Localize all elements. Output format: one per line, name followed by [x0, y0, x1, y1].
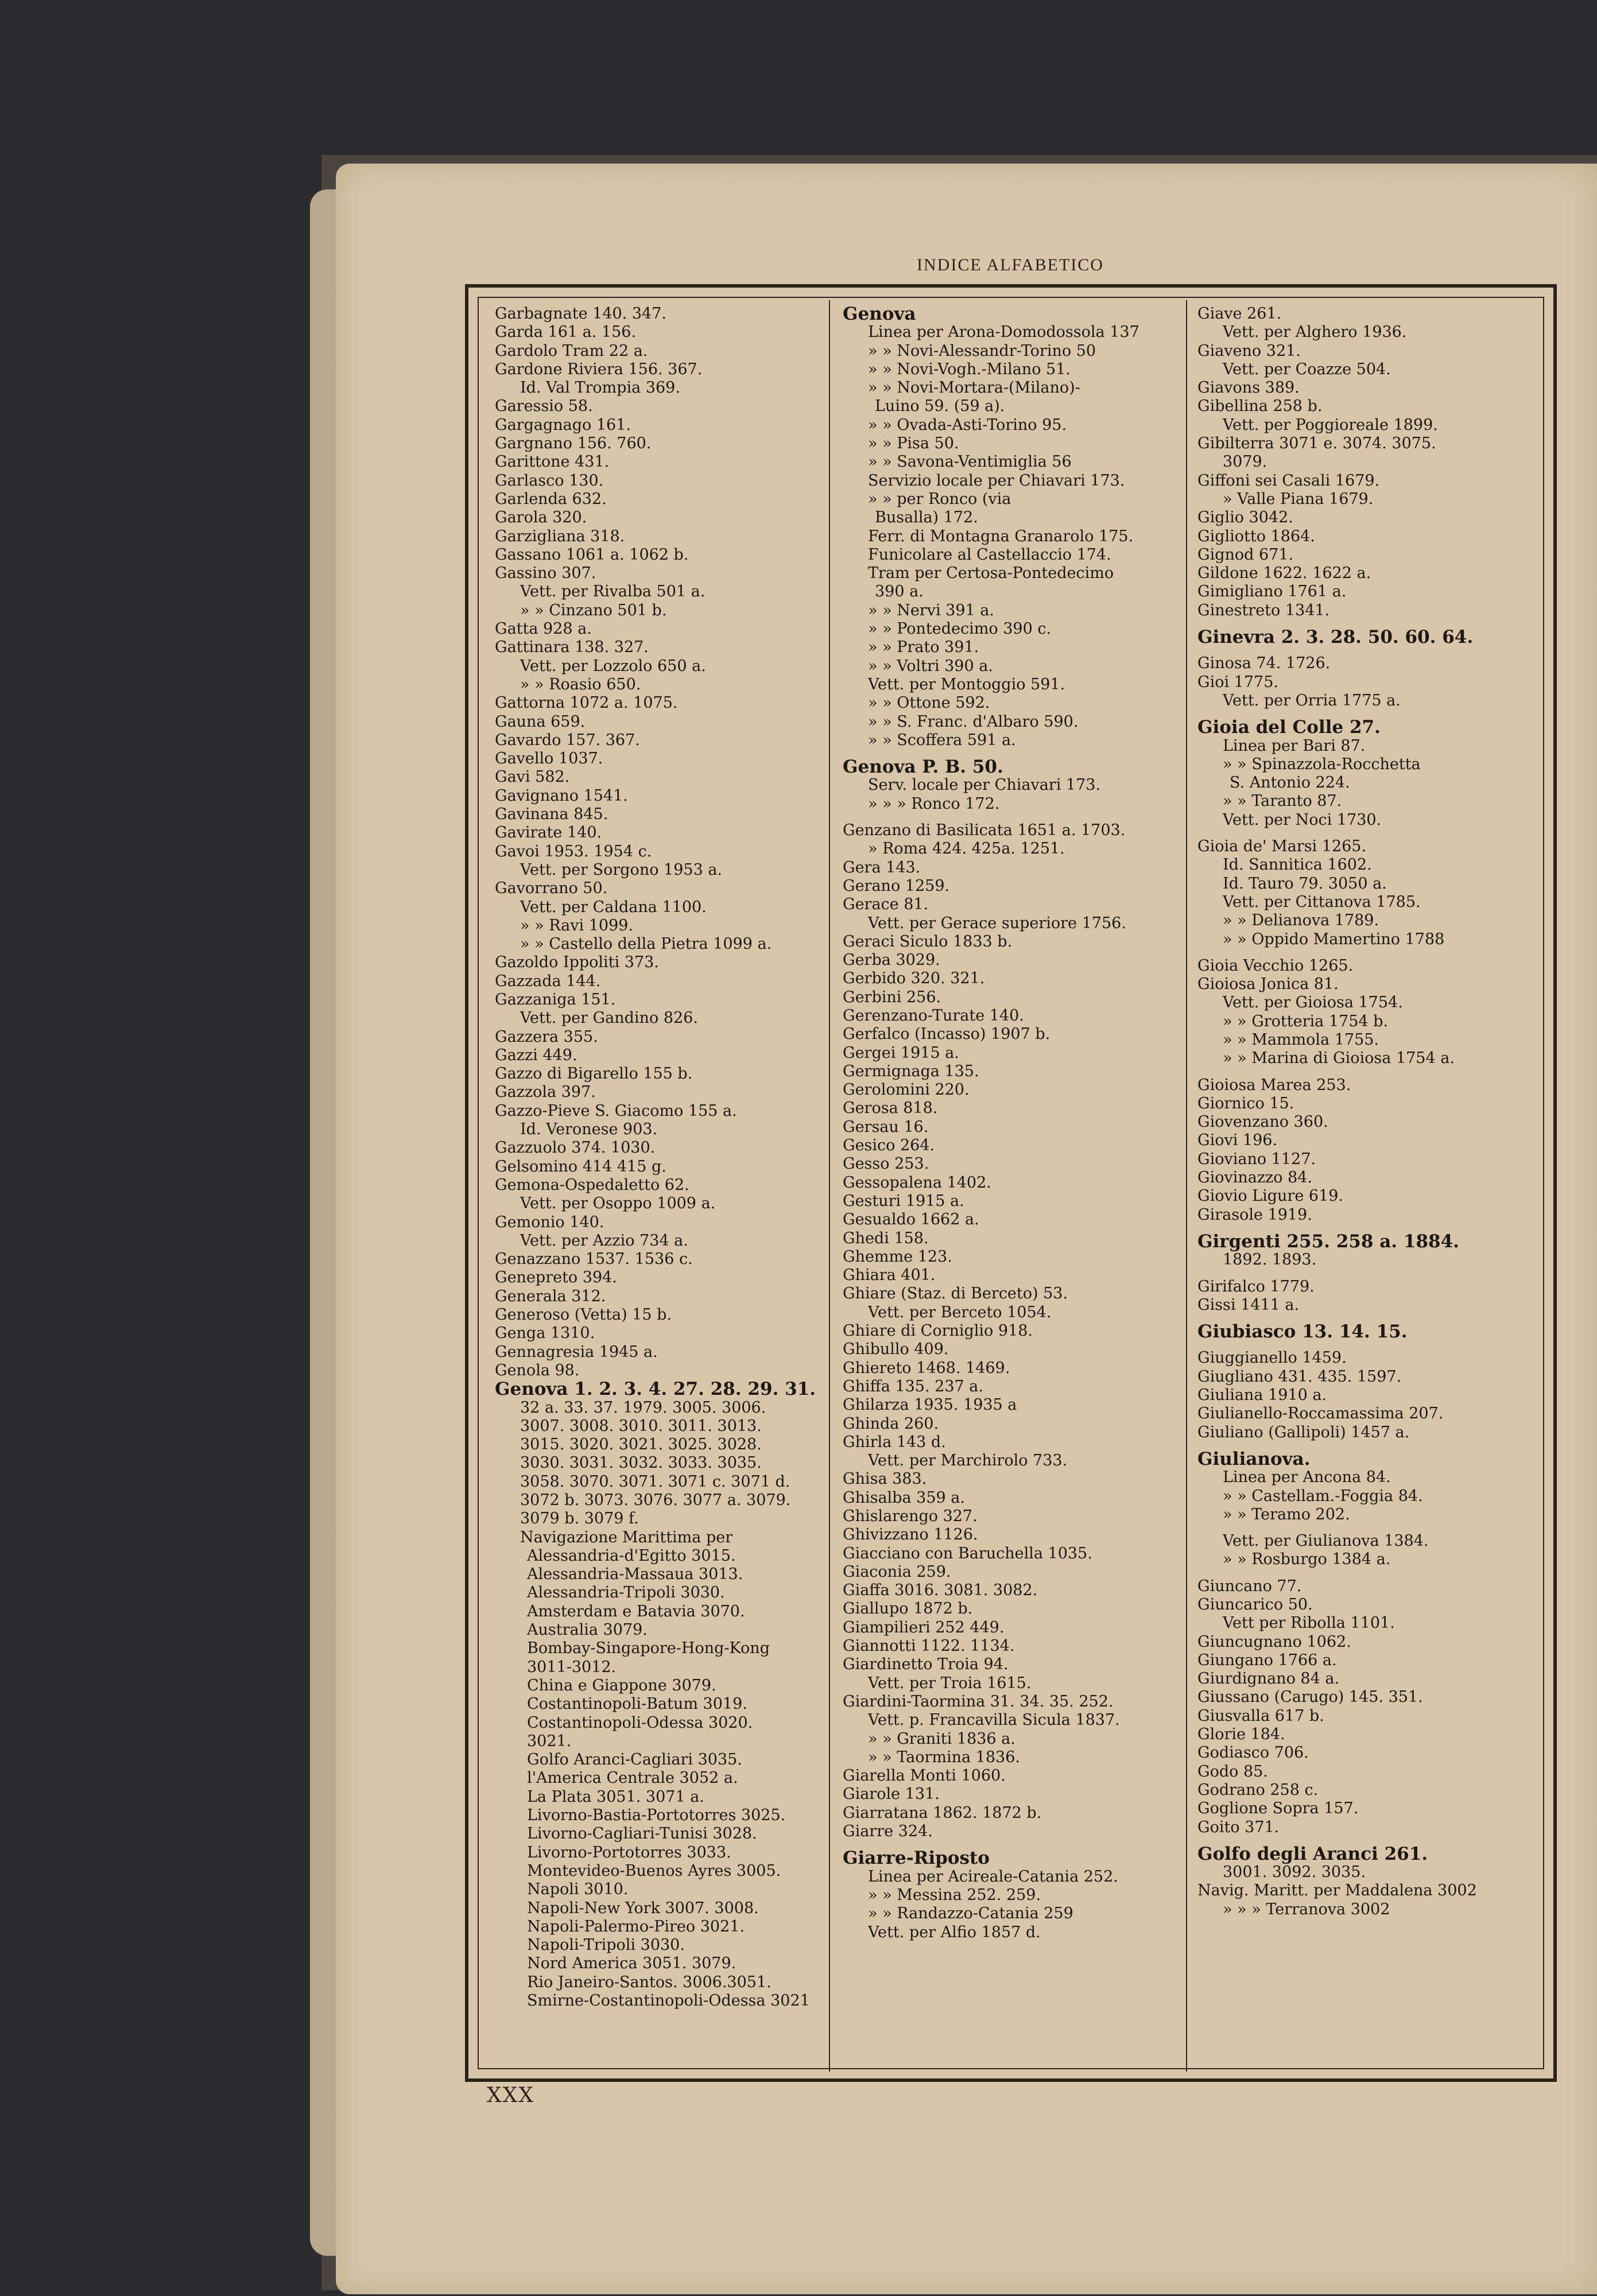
index-entry: Giardinetto Troia 94.	[843, 1655, 1009, 1674]
index-entry: 3021.	[527, 1732, 572, 1750]
index-entry: Gignod 671.	[1197, 545, 1294, 564]
index-entry: Giampilieri 252 449.	[843, 1618, 1005, 1636]
index-entry: » » Messina 252. 259.	[868, 1886, 1041, 1904]
index-entry: » » Voltri 390 a.	[868, 657, 993, 675]
index-entry: Linea per Arona-Domodossola 137	[868, 323, 1139, 342]
index-entry: Vett. per Marchirolo 733.	[868, 1452, 1068, 1470]
index-entry: Gerolomini 220.	[843, 1081, 970, 1099]
index-entry: Gattinara 138. 327.	[495, 638, 649, 657]
index-entry: Gesso 253.	[843, 1155, 929, 1173]
index-entry: Vett. per Berceto 1054.	[868, 1303, 1052, 1321]
index-entry: Genga 1310.	[495, 1324, 595, 1343]
index-entry: 3079 b. 3079 f.	[520, 1510, 639, 1528]
index-entry: Gazzera 355.	[495, 1027, 598, 1046]
index-entry: Ghinda 260.	[843, 1414, 939, 1433]
index-entry: l'America Centrale 3052 a.	[527, 1769, 738, 1787]
index-entry: Ghiare di Corniglio 918.	[843, 1322, 1033, 1340]
index-entry: Giornico 15.	[1197, 1094, 1294, 1112]
index-entry: Gatta 928 a.	[495, 620, 592, 638]
index-entry: » » S. Franc. d'Albaro 590.	[868, 712, 1079, 731]
index-entry: Glorie 184.	[1197, 1725, 1285, 1744]
index-entry: » » Pontedecimo 390 c.	[868, 620, 1052, 638]
index-entry: Gazzaniga 151.	[495, 990, 616, 1009]
index-entry: Gesualdo 1662 a.	[843, 1211, 979, 1229]
index-entry: » » Rosburgo 1384 a.	[1223, 1550, 1391, 1569]
index-entry: Garzigliana 318.	[495, 527, 625, 545]
index-entry: Godo 85.	[1197, 1762, 1268, 1781]
index-entry: Costantinopoli-Odessa 3020.	[527, 1713, 753, 1732]
index-entry: Busalla) 172.	[875, 509, 978, 527]
index-entry: Garlenda 632.	[495, 490, 607, 508]
index-entry: Vett. per Orria 1775 a.	[1223, 691, 1401, 709]
index-entry: Vett. per Montoggio 591.	[868, 675, 1065, 693]
index-entry: Ghedi 158.	[843, 1229, 929, 1247]
index-column-1	[495, 305, 816, 2067]
index-entry: 3079.	[1223, 453, 1267, 471]
index-entry: Vett. per Alfio 1857 d.	[868, 1923, 1041, 1941]
index-entry: » » Roasio 650.	[520, 675, 641, 693]
index-entry: Vett. per Azzio 734 a.	[520, 1231, 688, 1250]
index-entry: 3001. 3092. 3035.	[1223, 1863, 1366, 1882]
index-entry: Gardolo Tram 22 a.	[495, 342, 648, 360]
index-entry: Generala 312.	[495, 1287, 606, 1305]
index-entry: Goito 371.	[1197, 1818, 1280, 1836]
index-entry: Gersau 16.	[843, 1118, 929, 1136]
index-entry: Gattorna 1072 a. 1075.	[495, 694, 678, 712]
index-entry: Germignaga 135.	[843, 1062, 979, 1080]
index-entry: Gimigliano 1761 a.	[1197, 583, 1347, 601]
index-entry: » » Graniti 1836 a.	[868, 1729, 1015, 1748]
index-entry: Vett. per Giulianova 1384.	[1223, 1532, 1429, 1550]
column-divider-2	[1186, 300, 1187, 2072]
index-entry: 3007. 3008. 3010. 3011. 3013.	[520, 1417, 762, 1435]
index-entry: Linea per Ancona 84.	[1223, 1468, 1391, 1487]
index-entry: Giardini-Taormina 31. 34. 35. 252.	[843, 1692, 1114, 1711]
index-entry: Gazzada 144.	[495, 972, 601, 990]
index-entry: Alessandria-d'Egitto 3015.	[527, 1546, 736, 1565]
index-entry: Gargagnago 161.	[495, 416, 631, 434]
index-entry: » » Savona-Ventimiglia 56	[868, 453, 1072, 471]
index-entry: Genova 1. 2. 3. 4. 27. 28. 29. 31.	[495, 1379, 816, 1400]
index-entry: Giavons 389.	[1197, 379, 1300, 397]
index-entry: Id. Veronese 903.	[520, 1120, 658, 1139]
index-entry: » Valle Piana 1679.	[1223, 490, 1374, 508]
index-entry: Geraci Siculo 1833 b.	[843, 932, 1013, 951]
index-entry: Vett. per Gandino 826.	[520, 1009, 698, 1027]
index-entry: 3058. 3070. 3071. 3071 c. 3071 d.	[520, 1472, 790, 1491]
index-entry: Genzano di Basilicata 1651 a. 1703.	[843, 821, 1126, 840]
index-entry: Gavi 582.	[495, 768, 570, 786]
index-entry: Giurdignano 84 a.	[1197, 1670, 1340, 1688]
index-entry: Ginestreto 1341.	[1197, 601, 1330, 619]
index-entry: Gera 143.	[843, 858, 921, 876]
index-entry: S. Antonio 224.	[1230, 774, 1350, 792]
index-entry: » » Ottone 592.	[868, 694, 990, 712]
index-entry: 3011-3012.	[527, 1658, 617, 1676]
index-entry: » » Spinazzola-Rocchetta	[1223, 755, 1421, 773]
index-entry: Gesico 264.	[843, 1137, 935, 1155]
index-entry: Gioia de' Marsi 1265.	[1197, 837, 1367, 856]
index-entry: Ghislarengo 327.	[843, 1507, 978, 1525]
index-entry: Vett. per Lozzolo 650 a.	[520, 657, 706, 675]
index-entry: China e Giappone 3079.	[527, 1676, 716, 1694]
index-entry: Gardone Riviera 156. 367.	[495, 360, 703, 378]
index-entry: Giaveno 321.	[1197, 342, 1301, 360]
index-entry: » » Novi-Mortara-(Milano)-	[868, 379, 1080, 397]
index-entry: Ginevra 2. 3. 28. 50. 60. 64.	[1197, 627, 1474, 648]
index-entry: Godiasco 706.	[1197, 1744, 1309, 1762]
index-entry: Id. Val Trompia 369.	[520, 379, 680, 397]
index-entry: Nord America 3051. 3079.	[527, 1954, 737, 1973]
index-entry: Gazoldo Ippoliti 373.	[495, 953, 659, 972]
index-entry: Giuliano (Gallipoli) 1457 a.	[1197, 1423, 1410, 1441]
index-entry: Genepreto 394.	[495, 1269, 617, 1287]
index-entry: Alessandria-Tripoli 3030.	[527, 1584, 725, 1602]
index-entry: Rio Janeiro-Santos. 3006.3051.	[527, 1973, 772, 1991]
index-entry: » » Scoffera 591 a.	[868, 731, 1016, 749]
index-entry: Navigazione Marittima per	[520, 1528, 733, 1546]
index-entry: Napoli-Palermo-Pireo 3021.	[527, 1917, 745, 1936]
index-entry: » » Novi-Vogh.-Milano 51.	[868, 360, 1071, 378]
index-entry: Gavoi 1953. 1954 c.	[495, 842, 652, 860]
index-entry: Vett. p. Francavilla Sicula 1837.	[868, 1711, 1120, 1729]
column-divider-1	[829, 300, 830, 2072]
index-entry: » » Delianova 1789.	[1223, 912, 1379, 930]
index-entry: 3072 b. 3073. 3076. 3077 a. 3079.	[520, 1491, 791, 1509]
index-entry: Garessio 58.	[495, 397, 593, 416]
index-entry: Godrano 258 c.	[1197, 1781, 1319, 1799]
index-entry: » » » Terranova 3002	[1223, 1900, 1390, 1918]
index-entry: » » Marina di Gioiosa 1754 a.	[1223, 1049, 1455, 1068]
index-entry: Giarratana 1862. 1872 b.	[843, 1804, 1042, 1822]
index-entry: Gioiosa Jonica 81.	[1197, 975, 1339, 994]
index-entry: Gissi 1411 a.	[1197, 1296, 1300, 1314]
index-entry: Giannotti 1122. 1134.	[843, 1637, 1015, 1655]
index-entry: Giallupo 1872 b.	[843, 1600, 973, 1618]
index-entry: Costantinopoli-Batum 3019.	[527, 1695, 747, 1713]
index-entry: Gesturi 1915 a.	[843, 1192, 964, 1210]
index-entry: Giuncano 77.	[1197, 1577, 1302, 1595]
index-entry: » » Nervi 391 a.	[868, 601, 994, 619]
index-entry: Giave 261.	[1197, 305, 1282, 323]
index-entry: Linea per Bari 87.	[1223, 736, 1366, 755]
index-entry: Girasole 1919.	[1197, 1205, 1312, 1224]
index-entry: Ginosa 74. 1726.	[1197, 654, 1331, 673]
index-entry: Gibellina 258 b.	[1197, 397, 1323, 416]
index-entry: Garittone 431.	[495, 453, 610, 471]
index-entry: Gavello 1037.	[495, 750, 603, 768]
index-entry: Gazzola 397.	[495, 1083, 596, 1102]
index-entry: Gazzo di Bigarello 155 b.	[495, 1065, 693, 1083]
index-entry: Giuncarico 50.	[1197, 1596, 1313, 1614]
index-entry: Gerbini 256.	[843, 988, 941, 1006]
index-entry: Giarole 131.	[843, 1785, 940, 1804]
index-entry: 3030. 3031. 3032. 3033. 3035.	[520, 1454, 762, 1472]
index-entry: » » Grotteria 1754 b.	[1223, 1012, 1388, 1030]
index-entry: Golfo degli Aranci 261.	[1197, 1843, 1428, 1864]
index-entry: Giovio Ligure 619.	[1197, 1187, 1344, 1205]
index-entry: Gemonio 140.	[495, 1213, 604, 1231]
index-entry: Navig. Maritt. per Maddalena 3002	[1197, 1882, 1477, 1900]
index-entry: » » Ravi 1099.	[520, 916, 634, 934]
index-entry: Vett. per Osoppo 1009 a.	[520, 1194, 716, 1213]
index-entry: Funicolare al Castellaccio 174.	[868, 545, 1111, 564]
index-entry: Gioi 1775.	[1197, 673, 1278, 691]
index-entry: » » » Ronco 172.	[868, 794, 1000, 813]
index-entry: Vett. per Cittanova 1785.	[1223, 893, 1421, 911]
index-entry: Ghivizzano 1126.	[843, 1526, 978, 1544]
index-entry: Ghibullo 409.	[843, 1340, 949, 1359]
index-entry: Gemona-Ospedaletto 62.	[495, 1176, 689, 1194]
index-entry: Giuggianello 1459.	[1197, 1349, 1347, 1367]
index-entry: Ghiffa 135. 237 a.	[843, 1377, 983, 1395]
index-entry: Giuncugnano 1062.	[1197, 1632, 1351, 1651]
index-entry: Gerace 81.	[843, 895, 929, 914]
index-entry: Tram per Certosa-Pontedecimo	[868, 564, 1114, 583]
index-entry: Vett. per Caldana 1100.	[520, 898, 707, 916]
index-entry: Giffoni sei Casali 1679.	[1197, 471, 1380, 490]
index-entry: Napoli-Tripoli 3030.	[527, 1936, 685, 1954]
index-entry: Giarella Monti 1060.	[843, 1767, 1006, 1785]
index-entry: Id. Sannitica 1602.	[1223, 856, 1372, 874]
index-entry: Vett. per Poggioreale 1899.	[1223, 416, 1438, 434]
index-entry: Giulianello-Roccamassima 207.	[1197, 1405, 1444, 1423]
index-entry: Livorno-Bastia-Portotorres 3025.	[527, 1806, 786, 1825]
index-entry: Gassano 1061 a. 1062 b.	[495, 545, 689, 564]
index-entry: Vett. per Alghero 1936.	[1223, 323, 1407, 342]
index-entry: Gibilterra 3071 e. 3074. 3075.	[1197, 435, 1436, 453]
index-entry: » » Randazzo-Catania 259	[868, 1905, 1073, 1923]
index-entry: Ghirla 143 d.	[843, 1433, 946, 1451]
index-entry: Ghemme 123.	[843, 1247, 952, 1266]
index-entry: Luino 59. (59 a).	[875, 397, 1005, 416]
index-entry: Ferr. di Montagna Granarolo 175.	[868, 527, 1134, 545]
index-entry: » Roma 424. 425a. 1251.	[868, 840, 1065, 858]
index-entry: Garda 161 a. 156.	[495, 323, 637, 342]
index-entry: Gerenzano-Turate 140.	[843, 1006, 1024, 1025]
index-entry: Livorno-Cagliari-Tunisi 3028.	[527, 1825, 757, 1843]
index-entry: Napoli-New York 3007. 3008.	[527, 1899, 759, 1917]
index-entry: Giungano 1766 a.	[1197, 1651, 1337, 1669]
index-entry: » » Castellam.-Foggia 84.	[1223, 1487, 1423, 1505]
index-frame	[465, 284, 1557, 2082]
index-entry: Goglione Sopra 157.	[1197, 1799, 1359, 1818]
index-entry: 32 a. 33. 37. 1979. 3005. 3006.	[520, 1398, 766, 1417]
index-entry: Girgenti 255. 258 a. 1884.	[1197, 1231, 1459, 1252]
index-entry: Vett. per Gerace superiore 1756.	[868, 914, 1126, 932]
index-entry: » » Cinzano 501 b.	[520, 601, 667, 619]
index-entry: » » Pisa 50.	[868, 435, 959, 453]
index-entry: » » Taormina 1836.	[868, 1748, 1020, 1766]
index-entry: Vett. per Noci 1730.	[1223, 810, 1382, 829]
index-entry: Giuliana 1910 a.	[1197, 1386, 1327, 1405]
index-entry: Gargnano 156. 760.	[495, 435, 652, 453]
index-entry: » » Teramo 202.	[1223, 1505, 1350, 1523]
index-entry: Livorno-Portotorres 3033.	[527, 1843, 731, 1861]
index-entry: 3015. 3020. 3021. 3025. 3028.	[520, 1436, 762, 1454]
index-entry: Linea per Acireale-Catania 252.	[868, 1867, 1118, 1886]
index-entry: Generoso (Vetta) 15 b.	[495, 1306, 672, 1324]
index-entry: Gavignano 1541.	[495, 786, 628, 805]
index-entry: 1892. 1893.	[1223, 1251, 1317, 1269]
index-entry: 390 a.	[875, 583, 924, 601]
index-entry: Bombay-Singapore-Hong-Kong	[527, 1639, 770, 1658]
index-entry: Montevideo-Buenos Ayres 3005.	[527, 1861, 781, 1880]
index-entry: Giaffa 3016. 3081. 3082.	[843, 1581, 1038, 1600]
index-entry: Gassino 307.	[495, 564, 596, 583]
index-entry: Vett. per Gioiosa 1754.	[1223, 994, 1403, 1012]
index-entry: Giussano (Carugo) 145. 351.	[1197, 1688, 1423, 1707]
index-entry: Gerbido 320. 321.	[843, 969, 985, 988]
index-entry: Servizio locale per Chiavari 173.	[868, 471, 1125, 490]
index-entry: Giarre-Riposto	[843, 1848, 990, 1869]
index-entry: Ghisa 383.	[843, 1470, 927, 1488]
index-entry: Ghiare (Staz. di Berceto) 53.	[843, 1285, 1068, 1303]
index-entry: » » Castello della Pietra 1099 a.	[520, 935, 772, 953]
index-entry: » » Ovada-Asti-Torino 95.	[868, 416, 1067, 434]
index-entry: Garlasco 130.	[495, 471, 604, 490]
index-entry: » » Prato 391.	[868, 638, 979, 657]
index-entry: Gavorrano 50.	[495, 879, 608, 898]
index-entry: Vett. per Troia 1615.	[868, 1674, 1032, 1692]
index-entry: Giarre 324.	[843, 1822, 933, 1841]
page-number: XXX	[487, 2084, 534, 2107]
index-entry: » » Mammola 1755.	[1223, 1030, 1379, 1049]
index-entry: » » Novi-Alessandr-Torino 50	[868, 342, 1096, 360]
index-entry: » » Taranto 87.	[1223, 792, 1342, 810]
index-entry: Vett. per Rivalba 501 a.	[520, 583, 706, 601]
index-entry: Giovenzano 360.	[1197, 1113, 1328, 1131]
index-entry: Gioia del Colle 27.	[1197, 717, 1381, 738]
index-entry: Gildone 1622. 1622 a.	[1197, 564, 1371, 583]
index-entry: Gazzuolo 374. 1030.	[495, 1139, 656, 1157]
index-entry: Amsterdam e Batavia 3070.	[527, 1602, 745, 1620]
index-entry: Gessopalena 1402.	[843, 1173, 991, 1192]
index-entry: Gerfalco (Incasso) 1907 b.	[843, 1025, 1051, 1044]
index-entry: Giubiasco 13. 14. 15.	[1197, 1321, 1408, 1343]
index-entry: Australia 3079.	[527, 1621, 648, 1639]
index-entry: Gauna 659.	[495, 712, 586, 731]
index-entry: » » per Ronco (via	[868, 490, 1011, 508]
index-entry: Giugliano 431. 435. 1597.	[1197, 1367, 1402, 1386]
index-entry: Gerano 1259.	[843, 876, 950, 895]
index-entry: Gennagresia 1945 a.	[495, 1343, 658, 1361]
index-entry: Ghiara 401.	[843, 1266, 936, 1285]
index-entry: Giusvalla 617 b.	[1197, 1707, 1324, 1725]
index-entry: Gavardo 157. 367.	[495, 731, 640, 749]
index-entry: La Plata 3051. 3071 a.	[527, 1787, 704, 1806]
index-entry: Ghiereto 1468. 1469.	[843, 1359, 1010, 1377]
index-entry: Giaconia 259.	[843, 1562, 951, 1581]
index-entry: Garola 320.	[495, 509, 587, 527]
index-entry: Gavinana 845.	[495, 805, 608, 824]
index-entry: Giulianova.	[1197, 1448, 1311, 1469]
index-entry: » » Oppido Mamertino 1788	[1223, 930, 1445, 948]
index-entry: Ghilarza 1935. 1935 a	[843, 1396, 1017, 1414]
index-entry: Id. Tauro 79. 3050 a.	[1223, 874, 1387, 893]
index-entry: Giglio 3042.	[1197, 509, 1293, 527]
index-entry: Giovinazzo 84.	[1197, 1169, 1313, 1187]
index-column-2	[843, 305, 1181, 2067]
index-entry: Ghisalba 359 a.	[843, 1488, 965, 1507]
index-entry: Gavirate 140.	[495, 824, 602, 842]
index-entry: Giovi 196.	[1197, 1131, 1278, 1150]
index-entry: Gazzi 449.	[495, 1046, 577, 1064]
index-entry: Genola 98.	[495, 1361, 580, 1379]
index-entry: Gazzo-Pieve S. Giacomo 155 a.	[495, 1102, 737, 1120]
index-entry: Gioiosa Marea 253.	[1197, 1076, 1351, 1094]
index-entry: Vett. per Coazze 504.	[1223, 360, 1391, 378]
index-entry: Genova P. B. 50.	[843, 757, 1003, 778]
index-entry: Smirne-Costantinopoli-Odessa 3021	[527, 1992, 810, 2010]
index-entry: Gerba 3029.	[843, 951, 940, 969]
index-entry: Gerosa 818.	[843, 1099, 938, 1118]
index-column-3	[1197, 305, 1530, 2067]
index-entry: Gioia Vecchio 1265.	[1197, 956, 1354, 975]
index-entry: Gigliotto 1864.	[1197, 527, 1315, 545]
index-entry: Golfo Aranci-Cagliari 3035.	[527, 1751, 742, 1769]
index-entry: Vett. per Sorgono 1953 a.	[520, 860, 723, 879]
index-entry: Gioviano 1127.	[1197, 1150, 1316, 1168]
index-entry: Alessandria-Massaua 3013.	[527, 1565, 743, 1584]
index-entry: Genazzano 1537. 1536 c.	[495, 1250, 693, 1269]
index-entry: Serv. locale per Chiavari 173.	[868, 776, 1101, 794]
index-entry: Garbagnate 140. 347.	[495, 305, 666, 323]
index-entry: Giacciano con Baruchella 1035.	[843, 1544, 1092, 1562]
index-entry: Gergei 1915 a.	[843, 1044, 959, 1062]
index-entry: Napoli 3010.	[527, 1880, 629, 1899]
index-entry: Genova	[843, 305, 916, 324]
index-entry: Girifalco 1779.	[1197, 1277, 1315, 1296]
page-header: INDICE ALFABETICO	[917, 255, 1104, 274]
index-entry: Gelsomino 414 415 g.	[495, 1157, 666, 1176]
index-entry: Vett per Ribolla 1101.	[1223, 1614, 1395, 1632]
